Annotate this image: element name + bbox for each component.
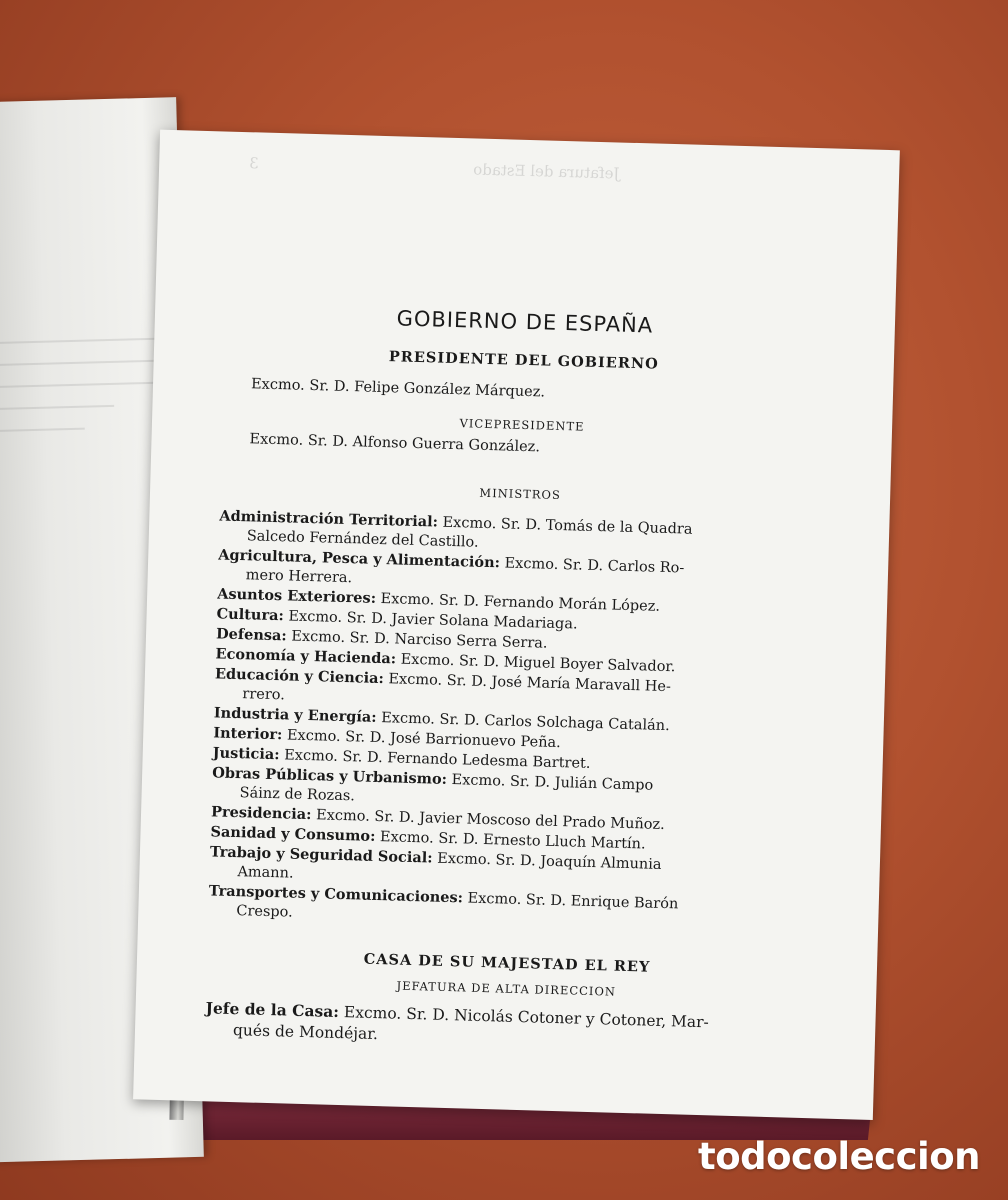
right-page: [133, 130, 900, 1120]
list-item: Defensa: Excmo. Sr. D. Narciso Serra Serra.: [215, 625, 548, 652]
section-heading-ministros: MINISTROS: [479, 485, 562, 502]
list-item: Sanidad y Consumo: Excmo. Sr. D. Ernesto Lluch Martín.: [210, 823, 646, 853]
list-item: Administración Territorial: Excmo. Sr. D. Tomás de la Quadra Salcedo Fernández del Castillo.: [219, 507, 693, 551]
list-item: Economía y Hacienda: Excmo. Sr. D. Miguel Boyer Salvador.: [215, 645, 676, 676]
section-heading-casa-real: CASA DE SU MAJESTAD EL REY: [363, 950, 651, 976]
list-item: Agricultura, Pesca y Alimentación: Excmo. Sr. D. Carlos Ro- mero Herrera.: [218, 546, 685, 587]
watermark-logo: todocoleccion: [698, 1135, 980, 1178]
page-content: [205, 302, 825, 1057]
list-item: Asuntos Exteriores: Excmo. Sr. D. Fernando Morán López.: [216, 585, 661, 615]
list-item: Interior: Excmo. Sr. D. José Barrionuevo Peña.: [213, 724, 561, 752]
page-title: GOBIERNO DE ESPAÑA: [396, 306, 654, 338]
list-item: Transportes y Comunicaciones: Excmo. Sr. D. Enrique Barón Crespo.: [208, 882, 679, 921]
list-item: Educación y Ciencia: Excmo. Sr. D. José María Maravall He- rrero.: [214, 665, 672, 704]
section-heading-presidente: PRESIDENTE DEL GOBIERNO: [388, 348, 659, 373]
list-item: Jefe de la Casa: Excmo. Sr. D. Nicolás Cotoner y Cotoner, Mar- qués de Mondéjar.: [205, 998, 710, 1044]
bleed-through-header: Jefatura del Estado 3: [248, 154, 620, 183]
list-item: Justicia: Excmo. Sr. D. Fernando Ledesma Bartret.: [212, 744, 591, 772]
list-item: Cultura: Excmo. Sr. D. Javier Solana Madariaga.: [216, 605, 578, 633]
list-item: Obras Públicas y Urbanismo: Excmo. Sr. D. Julián Campo Sáinz de Rozas.: [211, 764, 654, 805]
list-item: Trabajo y Seguridad Social: Excmo. Sr. D. Joaquín Almunia Amann.: [209, 843, 662, 882]
list-item: Industria y Energía: Excmo. Sr. D. Carlos Solchaga Catalán.: [213, 704, 670, 735]
section-subheading-alta-direccion: JEFATURA DE ALTA DIRECCION: [396, 978, 617, 999]
ministros-list: [208, 506, 819, 937]
vicepresidente-name: Excmo. Sr. D. Alfonso Guerra González.: [249, 431, 541, 456]
section-heading-vicepresidente: VICEPRESIDENTE: [459, 416, 585, 434]
list-item: Presidencia: Excmo. Sr. D. Javier Moscoso del Prado Muñoz.: [210, 803, 665, 834]
presidente-name: Excmo. Sr. D. Felipe González Márquez.: [250, 376, 546, 401]
